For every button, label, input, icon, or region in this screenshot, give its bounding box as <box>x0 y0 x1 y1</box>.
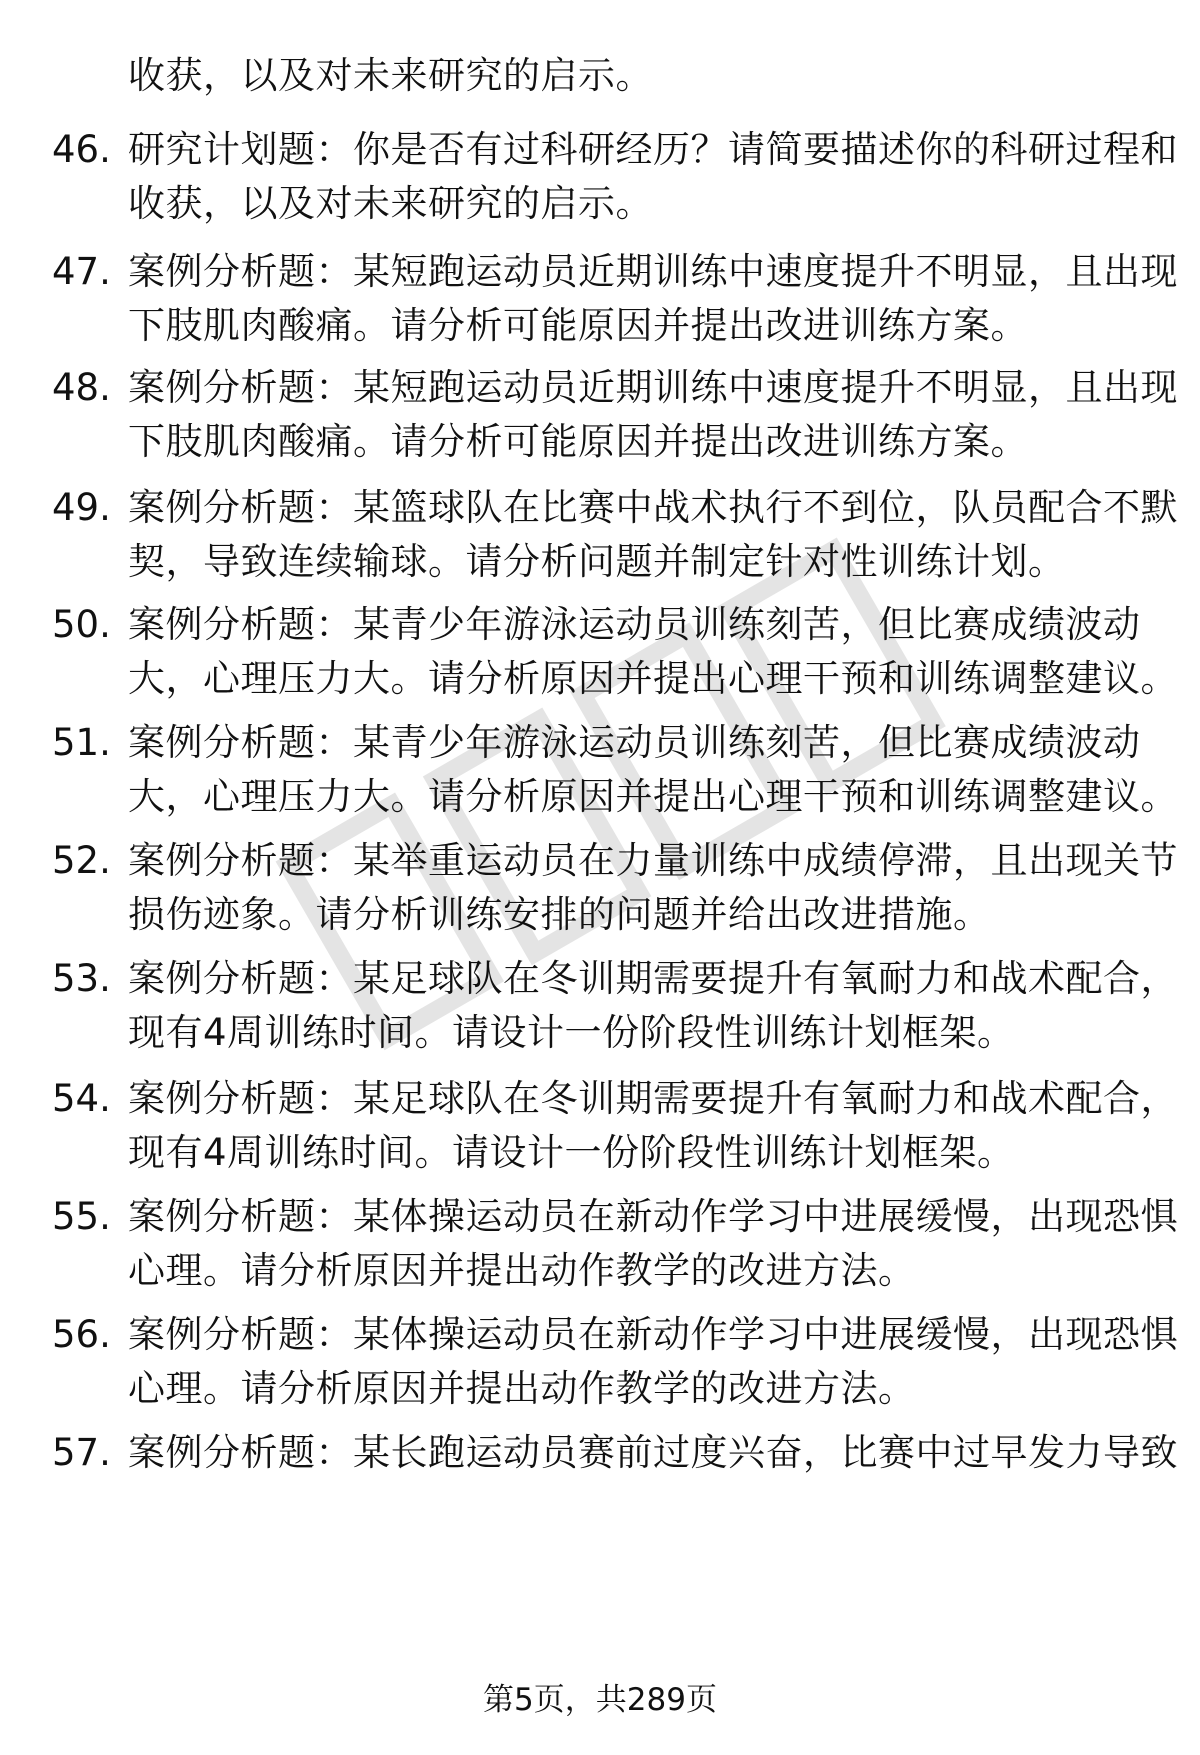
text-line: 损伤迹象。请分析训练安排的问题并给出改进措施。 <box>128 893 991 936</box>
text-line: 案例分析题：某足球队在冬训期需要提升有氧耐力和战术配合， <box>128 1077 1178 1120</box>
item-number-55: 55. <box>52 1195 111 1238</box>
text-line: 心理。请分析原因并提出动作教学的改进方法。 <box>128 1367 916 1410</box>
text-line: 契，导致连续输球。请分析问题并制定针对性训练计划。 <box>128 540 1066 583</box>
text-line: 收获，以及对未来研究的启示。 <box>128 54 653 97</box>
item-number-54: 54. <box>52 1077 111 1120</box>
text-line: 心理。请分析原因并提出动作教学的改进方法。 <box>128 1249 916 1292</box>
item-number-53: 53. <box>52 957 111 1000</box>
item-number-47: 47. <box>52 250 111 293</box>
text-line: 现有4周训练时间。请设计一份阶段性训练计划框架。 <box>128 1131 1015 1174</box>
text-line: 案例分析题：某篮球队在比赛中战术执行不到位，队员配合不默 <box>128 486 1178 529</box>
text-line: 案例分析题：某青少年游泳运动员训练刻苦，但比赛成绩波动 <box>128 721 1141 764</box>
item-number-51: 51. <box>52 721 111 764</box>
text-line: 案例分析题：某短跑运动员近期训练中速度提升不明显，且出现 <box>128 250 1178 293</box>
text-line: 案例分析题：某体操运动员在新动作学习中进展缓慢，出现恐惧 <box>128 1313 1178 1356</box>
text-line: 案例分析题：某足球队在冬训期需要提升有氧耐力和战术配合， <box>128 957 1178 1000</box>
item-number-46: 46. <box>52 128 111 171</box>
text-line: 大，心理压力大。请分析原因并提出心理干预和训练调整建议。 <box>128 657 1178 700</box>
text-line: 案例分析题：某青少年游泳运动员训练刻苦，但比赛成绩波动 <box>128 603 1141 646</box>
item-number-50: 50. <box>52 603 111 646</box>
text-line: 案例分析题：某长跑运动员赛前过度兴奋，比赛中过早发力导致 <box>128 1431 1178 1474</box>
text-line: 现有4周训练时间。请设计一份阶段性训练计划框架。 <box>128 1011 1015 1054</box>
item-number-52: 52. <box>52 839 111 882</box>
text-line: 案例分析题：某举重运动员在力量训练中成绩停滞，且出现关节 <box>128 839 1178 882</box>
item-number-48: 48. <box>52 366 111 409</box>
item-number-57: 57. <box>52 1431 111 1474</box>
text-line: 大，心理压力大。请分析原因并提出心理干预和训练调整建议。 <box>128 775 1178 818</box>
item-number-56: 56. <box>52 1313 111 1356</box>
text-line: 案例分析题：某短跑运动员近期训练中速度提升不明显，且出现 <box>128 366 1178 409</box>
text-line: 下肢肌肉酸痛。请分析可能原因并提出改进训练方案。 <box>128 420 1028 463</box>
text-line: 案例分析题：某体操运动员在新动作学习中进展缓慢，出现恐惧 <box>128 1195 1178 1238</box>
item-number-49: 49. <box>52 486 111 529</box>
page-footer: 第5页，共289页 <box>483 1682 717 1718</box>
text-line: 下肢肌肉酸痛。请分析可能原因并提出改进训练方案。 <box>128 304 1028 347</box>
text-line: 研究计划题：你是否有过科研经历？请简要描述你的科研过程和 <box>128 128 1178 171</box>
text-line: 收获，以及对未来研究的启示。 <box>128 182 653 225</box>
